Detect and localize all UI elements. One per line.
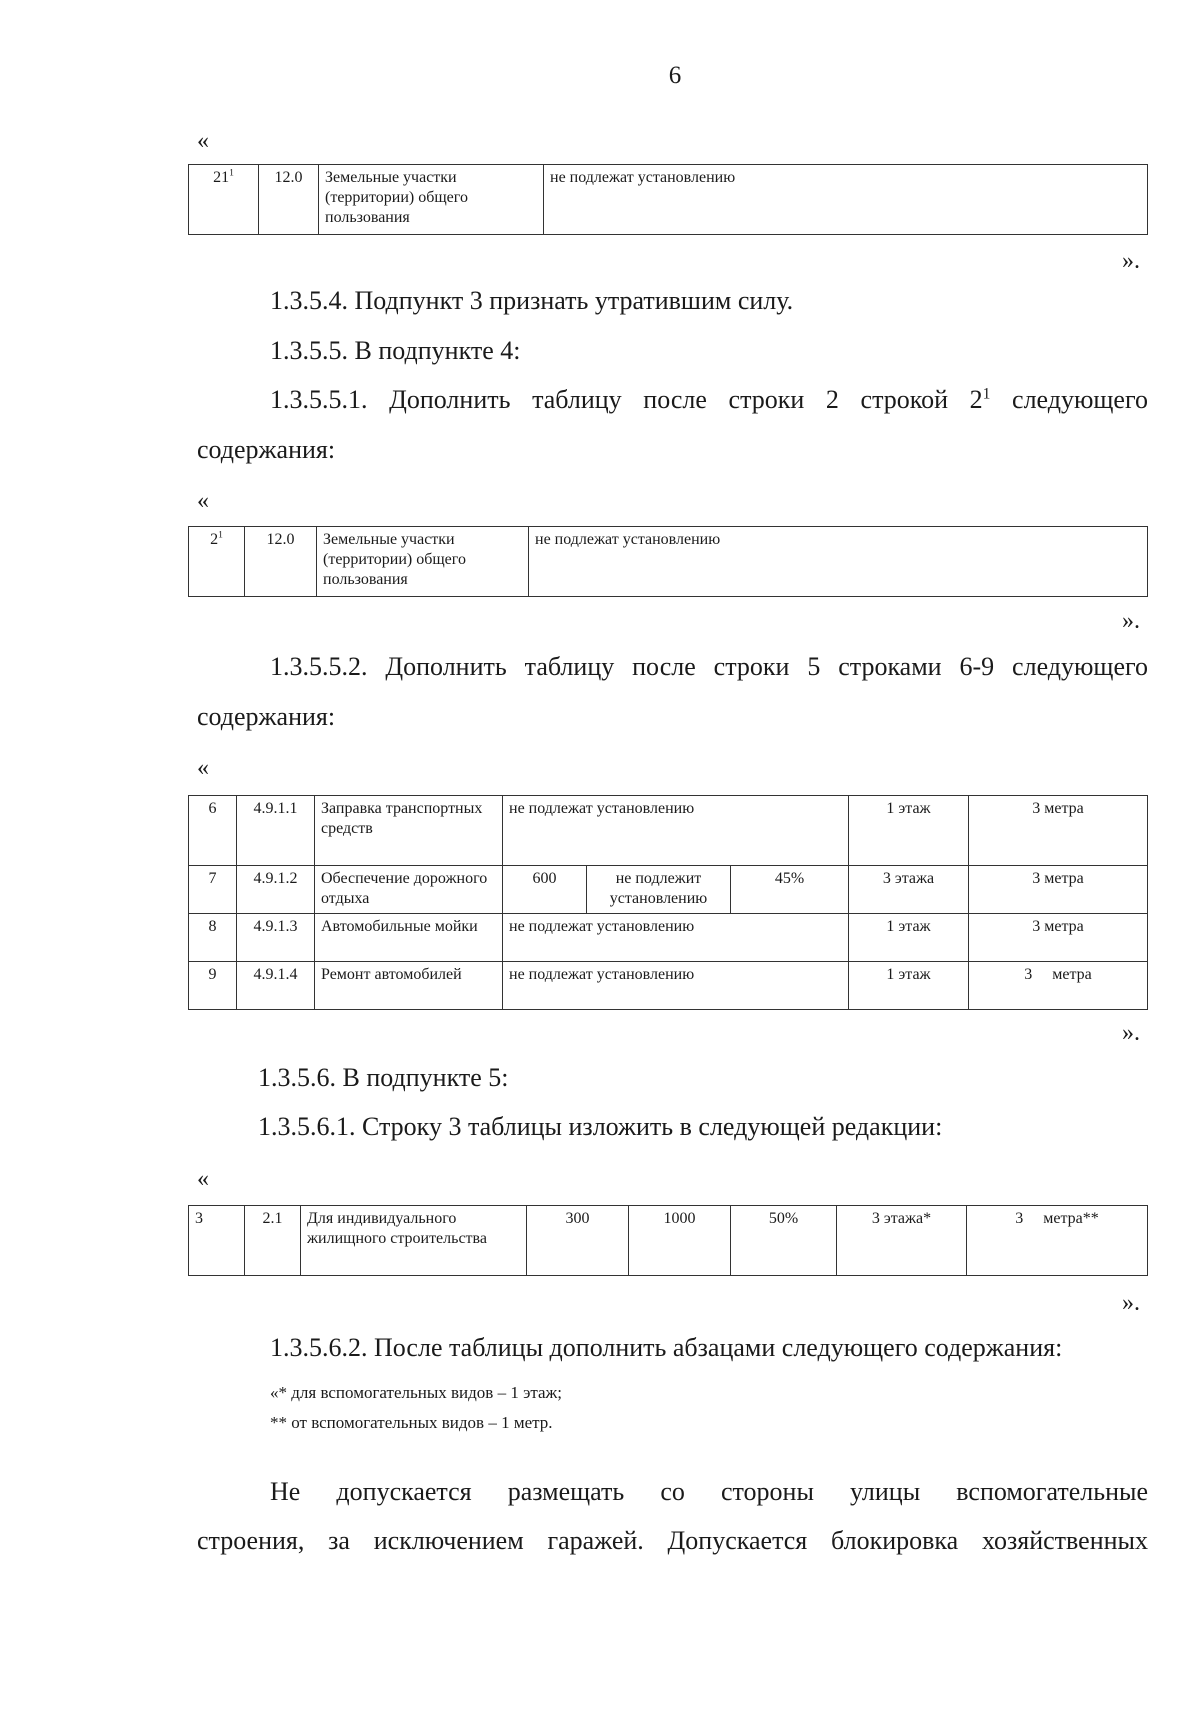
row-number: 3	[189, 1206, 245, 1276]
row-code: 4.9.1.3	[237, 914, 315, 962]
footnote-1: «* для вспомогательных видов – 1 этаж;	[270, 1383, 563, 1402]
paragraph-1-3-5-5: 1.3.5.5. В подпункте 4:	[270, 336, 521, 365]
row-number: 9	[189, 962, 237, 1010]
row-name: Обеспечение дорожного отдыха	[315, 866, 503, 914]
table-land-plots-2	[188, 526, 1148, 597]
paragraph-1-3-5-5-1-line2: содержания:	[197, 435, 336, 464]
row-merged-value: не подлежат установлению	[503, 962, 849, 1010]
row-name: Автомобильные мойки	[315, 914, 503, 962]
row-percent: 50%	[731, 1206, 837, 1276]
row-min-area: 300	[527, 1206, 629, 1276]
footnote-2: ** от вспомогательных видов – 1 метр.	[270, 1413, 553, 1432]
close-quote: ».	[1122, 1290, 1140, 1316]
paragraph-final-line1: Не допускается размещать со стороны улицы вспомогательные	[270, 1477, 1148, 1506]
table-row	[189, 165, 1148, 235]
row-setback: 3 метра**	[967, 1206, 1148, 1276]
paragraph-1-3-5-6-1: 1.3.5.6.1. Строку 3 таблицы изложить в следующей редакции:	[258, 1112, 943, 1141]
row-max-area: не подлежит установлению	[587, 866, 731, 914]
row-code: 2.1	[245, 1206, 301, 1276]
row-number: 8	[189, 914, 237, 962]
paragraph-final-line2: строения, за исключением гаражей. Допускается блокировка хозяйственных	[197, 1526, 1148, 1555]
row-setback: 3 метра	[969, 914, 1148, 962]
row-code: 4.9.1.4	[237, 962, 315, 1010]
row-setback: 3 метра	[969, 962, 1148, 1010]
paragraph-1-3-5-5-2-line1: 1.3.5.5.2. Дополнить таблицу после строки 5 строками 6-9 следующего	[270, 652, 1148, 681]
close-quote: ».	[1122, 608, 1140, 634]
paragraph-1-3-5-6-2: 1.3.5.6.2. После таблицы дополнить абзацами следующего содержания:	[270, 1333, 1063, 1362]
row-merged-value: не подлежат установлению	[503, 796, 849, 866]
close-quote: ».	[1122, 1020, 1140, 1046]
row-value: не подлежат установлению	[529, 527, 1148, 597]
row-value: не подлежат установлению	[544, 165, 1148, 235]
paragraph-1-3-5-5-2-line2: содержания:	[197, 702, 336, 731]
row-number: 6	[189, 796, 237, 866]
open-quote: «	[197, 488, 209, 514]
row-code: 4.9.1.1	[237, 796, 315, 866]
table-row	[189, 914, 1148, 962]
row-number: $2^1$	[189, 527, 245, 597]
row-name: Земельные участки (территории) общего пользования	[317, 527, 529, 597]
row-code: 12.0	[259, 165, 319, 235]
table-row-3	[188, 1205, 1148, 1276]
table-row	[189, 796, 1148, 866]
row-code: 12.0	[245, 527, 317, 597]
row-name: Ремонт автомобилей	[315, 962, 503, 1010]
paragraph-1-3-5-6: 1.3.5.6. В подпункте 5:	[258, 1063, 509, 1092]
table-row	[189, 866, 1148, 914]
row-setback: 3 метра	[969, 866, 1148, 914]
table-row	[189, 1206, 1148, 1276]
open-quote: «	[197, 755, 209, 781]
close-quote: ».	[1122, 248, 1140, 274]
table-land-plots-1	[188, 164, 1148, 235]
row-name: Заправка транспортных средств	[315, 796, 503, 866]
row-name: Земельные участки (территории) общего пользования	[319, 165, 544, 235]
row-floors: 1 этаж	[849, 914, 969, 962]
row-setback: 3 метра	[969, 796, 1148, 866]
paragraph-1-3-5-4: 1.3.5.4. Подпункт 3 признать утратившим силу.	[270, 286, 794, 315]
open-quote: «	[197, 128, 209, 154]
table-row	[189, 527, 1148, 597]
row-max-area: 1000	[629, 1206, 731, 1276]
row-number: 7	[189, 866, 237, 914]
row-floors: 3 этажа	[849, 866, 969, 914]
table-rows-6-9	[188, 795, 1148, 1010]
row-floors: 1 этаж	[849, 796, 969, 866]
row-number: $21^1$	[189, 165, 259, 235]
paragraph-1-3-5-5-1-line1: 1.3.5.5.1. Дополнить таблицу после строки 2 строкой $2^1$ следующего	[270, 385, 1148, 414]
open-quote: «	[197, 1166, 209, 1192]
page-number: 6	[668, 62, 682, 89]
row-name: Для индивидуального жилищного строительства	[301, 1206, 527, 1276]
row-code: 4.9.1.2	[237, 866, 315, 914]
row-percent: 45%	[731, 866, 849, 914]
row-min-area: 600	[503, 866, 587, 914]
row-merged-value: не подлежат установлению	[503, 914, 849, 962]
table-row	[189, 962, 1148, 1010]
row-floors: 1 этаж	[849, 962, 969, 1010]
row-floors: 3 этажа*	[837, 1206, 967, 1276]
